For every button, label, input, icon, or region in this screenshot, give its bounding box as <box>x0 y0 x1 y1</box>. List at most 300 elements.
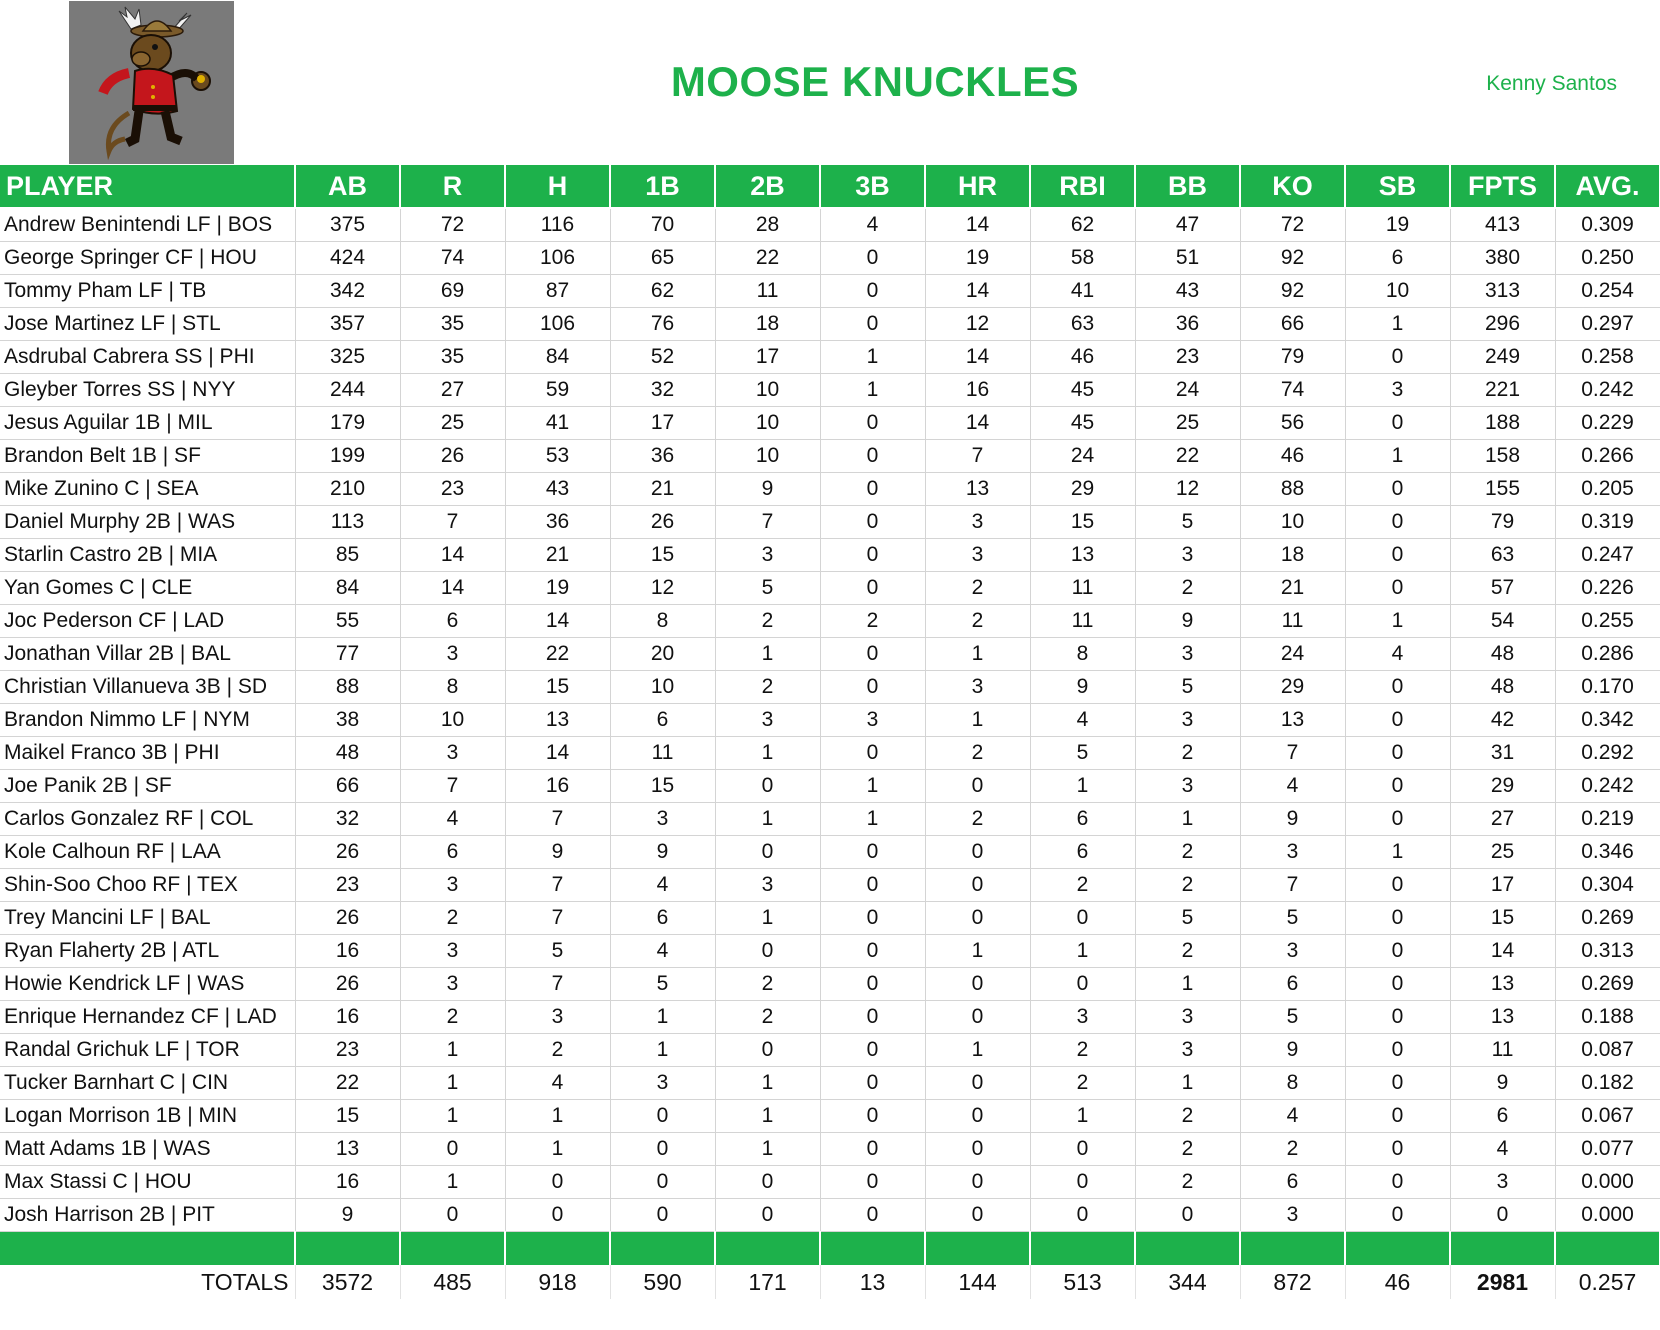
stat-cell: 55 <box>295 604 400 637</box>
stat-cell: 1 <box>505 1132 610 1165</box>
total-cell: 918 <box>505 1265 610 1299</box>
stat-cell: 1 <box>1345 835 1450 868</box>
stat-cell: 7 <box>400 505 505 538</box>
stat-cell: 2 <box>1135 571 1240 604</box>
stat-cell: 9 <box>1450 1066 1555 1099</box>
stat-cell: 0 <box>715 835 820 868</box>
stat-cell: 313 <box>1450 274 1555 307</box>
stat-cell: 1 <box>925 637 1030 670</box>
stat-cell: 3 <box>925 505 1030 538</box>
totals-row <box>0 1265 1660 1299</box>
stat-cell: 1 <box>925 703 1030 736</box>
column-header: KO <box>1240 165 1345 208</box>
stat-cell: 0 <box>715 934 820 967</box>
stat-cell: 0.247 <box>1555 538 1660 571</box>
stat-cell: 0 <box>1345 505 1450 538</box>
stat-cell: 0 <box>1345 868 1450 901</box>
stat-cell: 1 <box>505 1099 610 1132</box>
stat-cell: 1 <box>1345 439 1450 472</box>
table-row <box>0 241 1660 274</box>
stat-cell: 0 <box>820 505 925 538</box>
stat-cell: 0 <box>1345 406 1450 439</box>
stat-cell: 1 <box>715 1099 820 1132</box>
stat-cell: 66 <box>1240 307 1345 340</box>
stat-cell: 0 <box>1450 1198 1555 1231</box>
stat-cell: 10 <box>1345 274 1450 307</box>
stat-cell: 84 <box>505 340 610 373</box>
player-name-cell: Asdrubal Cabrera SS | PHI <box>0 340 295 373</box>
stat-cell: 74 <box>400 241 505 274</box>
owner-name: Kenny Santos <box>1486 72 1617 95</box>
stat-cell: 9 <box>715 472 820 505</box>
stat-cell: 3 <box>1135 703 1240 736</box>
stat-cell: 48 <box>295 736 400 769</box>
stat-cell: 357 <box>295 307 400 340</box>
stat-cell: 0.266 <box>1555 439 1660 472</box>
stat-cell: 0 <box>925 967 1030 1000</box>
table-row <box>0 1132 1660 1165</box>
stat-cell: 0 <box>820 571 925 604</box>
stat-cell: 46 <box>1240 439 1345 472</box>
stat-cell: 0 <box>1345 571 1450 604</box>
stat-cell: 29 <box>1030 472 1135 505</box>
player-name-cell: Randal Grichuk LF | TOR <box>0 1033 295 1066</box>
stat-cell: 1 <box>1135 802 1240 835</box>
stat-cell: 11 <box>1240 604 1345 637</box>
stat-cell: 4 <box>1030 703 1135 736</box>
stat-cell: 48 <box>1450 670 1555 703</box>
stat-cell: 0 <box>820 274 925 307</box>
stat-cell: 244 <box>295 373 400 406</box>
stat-cell: 23 <box>295 868 400 901</box>
stat-cell: 0.258 <box>1555 340 1660 373</box>
player-name-cell: Brandon Belt 1B | SF <box>0 439 295 472</box>
stat-cell: 199 <box>295 439 400 472</box>
stat-cell: 42 <box>1450 703 1555 736</box>
stat-cell: 0 <box>820 307 925 340</box>
stat-cell: 4 <box>1240 1099 1345 1132</box>
stat-cell: 4 <box>610 934 715 967</box>
stat-cell: 10 <box>1240 505 1345 538</box>
player-name-cell: Gleyber Torres SS | NYY <box>0 373 295 406</box>
stat-cell: 0 <box>925 769 1030 802</box>
stat-cell: 0 <box>820 241 925 274</box>
player-name-cell: Christian Villanueva 3B | SD <box>0 670 295 703</box>
stat-cell: 0.254 <box>1555 274 1660 307</box>
stat-cell: 2 <box>820 604 925 637</box>
stat-cell: 1 <box>925 1033 1030 1066</box>
stat-cell: 32 <box>295 802 400 835</box>
stat-cell: 43 <box>505 472 610 505</box>
stat-cell: 2 <box>1135 934 1240 967</box>
stat-cell: 2 <box>715 670 820 703</box>
player-name-cell: George Springer CF | HOU <box>0 241 295 274</box>
divider-cell <box>715 1231 820 1265</box>
stat-cell: 0 <box>1030 967 1135 1000</box>
stat-cell: 1 <box>820 373 925 406</box>
table-row <box>0 1066 1660 1099</box>
stat-cell: 0 <box>820 1198 925 1231</box>
stat-cell: 2 <box>1135 1132 1240 1165</box>
table-row <box>0 769 1660 802</box>
stat-cell: 3 <box>400 736 505 769</box>
stat-cell: 66 <box>295 769 400 802</box>
stat-cell: 0 <box>610 1099 715 1132</box>
stat-cell: 113 <box>295 505 400 538</box>
stat-cell: 7 <box>505 868 610 901</box>
stat-cell: 14 <box>925 208 1030 241</box>
stat-cell: 11 <box>715 274 820 307</box>
total-cell: 344 <box>1135 1265 1240 1299</box>
stat-cell: 6 <box>1345 241 1450 274</box>
table-row <box>0 637 1660 670</box>
stat-cell: 24 <box>1135 373 1240 406</box>
stat-cell: 0.297 <box>1555 307 1660 340</box>
stat-cell: 85 <box>295 538 400 571</box>
table-row <box>0 274 1660 307</box>
stat-cell: 1 <box>1345 307 1450 340</box>
stat-cell: 6 <box>610 703 715 736</box>
stat-cell: 3 <box>715 703 820 736</box>
stat-cell: 106 <box>505 241 610 274</box>
player-name-cell: Andrew Benintendi LF | BOS <box>0 208 295 241</box>
player-name-cell: Daniel Murphy 2B | WAS <box>0 505 295 538</box>
stat-cell: 72 <box>400 208 505 241</box>
stat-cell: 3 <box>820 703 925 736</box>
stat-cell: 1 <box>400 1033 505 1066</box>
stat-cell: 221 <box>1450 373 1555 406</box>
stat-cell: 2 <box>1240 1132 1345 1165</box>
stat-cell: 2 <box>925 736 1030 769</box>
stat-cell: 29 <box>1240 670 1345 703</box>
stat-cell: 5 <box>505 934 610 967</box>
stat-cell: 0.346 <box>1555 835 1660 868</box>
stat-cell: 15 <box>1030 505 1135 538</box>
stat-cell: 0.313 <box>1555 934 1660 967</box>
stat-cell: 5 <box>1240 1000 1345 1033</box>
table-row <box>0 373 1660 406</box>
stat-cell: 1 <box>400 1165 505 1198</box>
stat-cell: 28 <box>715 208 820 241</box>
stat-cell: 0 <box>925 835 1030 868</box>
stat-cell: 87 <box>505 274 610 307</box>
table-row <box>0 967 1660 1000</box>
stat-cell: 3 <box>1135 538 1240 571</box>
stat-cell: 7 <box>1240 868 1345 901</box>
player-name-cell: Trey Mancini LF | BAL <box>0 901 295 934</box>
stat-cell: 15 <box>295 1099 400 1132</box>
stat-cell: 106 <box>505 307 610 340</box>
stat-cell: 3 <box>1450 1165 1555 1198</box>
stat-cell: 41 <box>505 406 610 439</box>
stat-cell: 0 <box>505 1198 610 1231</box>
column-header: 3B <box>820 165 925 208</box>
stat-cell: 5 <box>1030 736 1135 769</box>
table-row <box>0 868 1660 901</box>
player-name-cell: Shin-Soo Choo RF | TEX <box>0 868 295 901</box>
stat-cell: 0 <box>715 769 820 802</box>
stat-cell: 7 <box>925 439 1030 472</box>
totals-divider-row <box>0 1231 1660 1265</box>
stat-cell: 4 <box>505 1066 610 1099</box>
stat-cell: 0.304 <box>1555 868 1660 901</box>
stat-cell: 38 <box>295 703 400 736</box>
stat-cell: 16 <box>295 1165 400 1198</box>
stat-cell: 22 <box>1135 439 1240 472</box>
stat-cell: 158 <box>1450 439 1555 472</box>
stat-cell: 0 <box>820 901 925 934</box>
totals-label: TOTALS <box>0 1265 295 1299</box>
stat-cell: 0 <box>1345 670 1450 703</box>
stat-cell: 10 <box>715 373 820 406</box>
stat-cell: 0 <box>1345 934 1450 967</box>
stat-cell: 15 <box>1450 901 1555 934</box>
stat-cell: 0 <box>925 1099 1030 1132</box>
stat-cell: 25 <box>1135 406 1240 439</box>
player-name-cell: Howie Kendrick LF | WAS <box>0 967 295 1000</box>
stat-cell: 3 <box>1135 1033 1240 1066</box>
stat-cell: 0 <box>820 967 925 1000</box>
stat-cell: 3 <box>505 1000 610 1033</box>
stat-cell: 48 <box>1450 637 1555 670</box>
stat-cell: 21 <box>610 472 715 505</box>
table-row <box>0 670 1660 703</box>
stat-cell: 5 <box>1135 901 1240 934</box>
stat-cell: 0.319 <box>1555 505 1660 538</box>
stat-cell: 2 <box>1135 835 1240 868</box>
stat-cell: 6 <box>1240 1165 1345 1198</box>
stat-cell: 52 <box>610 340 715 373</box>
stat-cell: 2 <box>925 571 1030 604</box>
divider-cell <box>1135 1231 1240 1265</box>
stat-cell: 1 <box>715 802 820 835</box>
stat-cell: 88 <box>295 670 400 703</box>
stat-cell: 0 <box>925 901 1030 934</box>
stat-cell: 3 <box>610 1066 715 1099</box>
stat-cell: 23 <box>1135 340 1240 373</box>
stat-cell: 22 <box>715 241 820 274</box>
player-name-cell: Tommy Pham LF | TB <box>0 274 295 307</box>
stat-cell: 11 <box>1030 571 1135 604</box>
stat-cell: 12 <box>610 571 715 604</box>
stat-cell: 1 <box>925 934 1030 967</box>
stat-cell: 45 <box>1030 406 1135 439</box>
stat-cell: 2 <box>1030 1066 1135 1099</box>
stat-cell: 11 <box>1450 1033 1555 1066</box>
stat-cell: 0 <box>1345 1132 1450 1165</box>
stat-cell: 5 <box>1135 505 1240 538</box>
stat-cell: 5 <box>1240 901 1345 934</box>
player-name-cell: Joc Pederson CF | LAD <box>0 604 295 637</box>
stat-cell: 155 <box>1450 472 1555 505</box>
column-header: BB <box>1135 165 1240 208</box>
stat-cell: 0.286 <box>1555 637 1660 670</box>
total-cell: 13 <box>820 1265 925 1299</box>
stat-cell: 325 <box>295 340 400 373</box>
divider-cell <box>505 1231 610 1265</box>
team-title: MOOSE KNUCKLES <box>670 58 1080 105</box>
player-name-cell: Tucker Barnhart C | CIN <box>0 1066 295 1099</box>
stat-cell: 15 <box>610 538 715 571</box>
stat-cell: 5 <box>610 967 715 1000</box>
player-name-cell: Logan Morrison 1B | MIN <box>0 1099 295 1132</box>
player-name-cell: Max Stassi C | HOU <box>0 1165 295 1198</box>
stat-cell: 26 <box>295 901 400 934</box>
stat-cell: 23 <box>295 1033 400 1066</box>
divider-cell <box>1450 1231 1555 1265</box>
fpts-total-cell: 2981 <box>1450 1265 1555 1299</box>
stat-cell: 4 <box>1450 1132 1555 1165</box>
stat-cell: 0.077 <box>1555 1132 1660 1165</box>
table-row <box>0 901 1660 934</box>
stat-cell: 9 <box>295 1198 400 1231</box>
stat-cell: 29 <box>1450 769 1555 802</box>
stat-cell: 3 <box>925 538 1030 571</box>
stat-cell: 0 <box>1030 1198 1135 1231</box>
stat-cell: 0 <box>820 472 925 505</box>
stat-cell: 10 <box>715 439 820 472</box>
stat-cell: 0 <box>1345 901 1450 934</box>
stat-cell: 413 <box>1450 208 1555 241</box>
stat-cell: 19 <box>925 241 1030 274</box>
stat-cell: 0 <box>820 1033 925 1066</box>
stat-cell: 0 <box>1345 340 1450 373</box>
divider-cell <box>610 1231 715 1265</box>
stat-cell: 12 <box>925 307 1030 340</box>
stat-cell: 1 <box>1030 934 1135 967</box>
player-name-cell: Ryan Flaherty 2B | ATL <box>0 934 295 967</box>
stat-cell: 375 <box>295 208 400 241</box>
stat-cell: 2 <box>400 901 505 934</box>
stat-cell: 0 <box>1345 1099 1450 1132</box>
stat-cell: 0.250 <box>1555 241 1660 274</box>
stat-cell: 15 <box>610 769 715 802</box>
stat-cell: 2 <box>715 604 820 637</box>
stat-cell: 0 <box>820 1066 925 1099</box>
divider-cell <box>1345 1231 1450 1265</box>
stat-cell: 3 <box>1345 373 1450 406</box>
stat-cell: 3 <box>1240 934 1345 967</box>
column-header: 2B <box>715 165 820 208</box>
total-cell: 513 <box>1030 1265 1135 1299</box>
stat-cell: 16 <box>925 373 1030 406</box>
stat-cell: 54 <box>1450 604 1555 637</box>
stat-cell: 188 <box>1450 406 1555 439</box>
stat-cell: 3 <box>1135 769 1240 802</box>
stat-cell: 0 <box>715 1165 820 1198</box>
stat-cell: 0 <box>1345 802 1450 835</box>
stat-cell: 0 <box>820 1099 925 1132</box>
stat-cell: 0 <box>820 934 925 967</box>
player-name-cell: Maikel Franco 3B | PHI <box>0 736 295 769</box>
column-header: FPTS <box>1450 165 1555 208</box>
stat-cell: 1 <box>820 769 925 802</box>
stat-cell: 11 <box>610 736 715 769</box>
stat-cell: 0 <box>1135 1198 1240 1231</box>
stat-cell: 0.309 <box>1555 208 1660 241</box>
player-name-cell: Kole Calhoun RF | LAA <box>0 835 295 868</box>
stat-cell: 210 <box>295 472 400 505</box>
stat-cell: 26 <box>610 505 715 538</box>
table-row <box>0 571 1660 604</box>
column-header: AB <box>295 165 400 208</box>
stat-cell: 62 <box>610 274 715 307</box>
column-header: AVG. <box>1555 165 1660 208</box>
stat-cell: 0 <box>400 1198 505 1231</box>
stat-cell: 0 <box>820 439 925 472</box>
divider-cell <box>1030 1231 1135 1265</box>
stat-cell: 13 <box>1450 967 1555 1000</box>
stat-cell: 26 <box>400 439 505 472</box>
stat-cell: 18 <box>715 307 820 340</box>
divider-cell <box>400 1231 505 1265</box>
stat-cell: 19 <box>505 571 610 604</box>
stat-cell: 2 <box>925 604 1030 637</box>
stat-cell: 2 <box>925 802 1030 835</box>
stat-cell: 0.000 <box>1555 1165 1660 1198</box>
column-header: R <box>400 165 505 208</box>
stat-cell: 1 <box>715 1132 820 1165</box>
stat-cell: 0 <box>505 1165 610 1198</box>
stat-cell: 0 <box>715 1033 820 1066</box>
stat-cell: 58 <box>1030 241 1135 274</box>
stat-cell: 0 <box>610 1132 715 1165</box>
stat-cell: 10 <box>400 703 505 736</box>
stat-cell: 53 <box>505 439 610 472</box>
player-name-cell: Mike Zunino C | SEA <box>0 472 295 505</box>
stat-cell: 2 <box>1135 736 1240 769</box>
stat-cell: 6 <box>610 901 715 934</box>
stat-cell: 14 <box>505 604 610 637</box>
stat-cell: 1 <box>1135 1066 1240 1099</box>
stat-cell: 9 <box>610 835 715 868</box>
stat-cell: 3 <box>1030 1000 1135 1033</box>
stat-cell: 0.219 <box>1555 802 1660 835</box>
stat-cell: 380 <box>1450 241 1555 274</box>
stat-cell: 77 <box>295 637 400 670</box>
divider-cell <box>1555 1231 1660 1265</box>
stat-cell: 22 <box>295 1066 400 1099</box>
stat-cell: 0 <box>925 1198 1030 1231</box>
stat-cell: 14 <box>1450 934 1555 967</box>
stat-cell: 6 <box>400 604 505 637</box>
stat-cell: 424 <box>295 241 400 274</box>
total-cell: 171 <box>715 1265 820 1299</box>
stat-cell: 84 <box>295 571 400 604</box>
stat-cell: 0.242 <box>1555 373 1660 406</box>
stat-cell: 9 <box>505 835 610 868</box>
stat-cell: 3 <box>1135 637 1240 670</box>
stat-cell: 23 <box>400 472 505 505</box>
stat-cell: 342 <box>295 274 400 307</box>
stat-cell: 0 <box>610 1198 715 1231</box>
table-row <box>0 736 1660 769</box>
stat-cell: 3 <box>925 670 1030 703</box>
stat-cell: 0 <box>1345 736 1450 769</box>
stat-cell: 0.182 <box>1555 1066 1660 1099</box>
column-header: RBI <box>1030 165 1135 208</box>
stat-cell: 3 <box>400 868 505 901</box>
stat-cell: 7 <box>715 505 820 538</box>
stat-cell: 6 <box>1030 835 1135 868</box>
stat-cell: 0 <box>1345 1198 1450 1231</box>
stat-cell: 3 <box>1240 835 1345 868</box>
table-row <box>0 208 1660 241</box>
stat-cell: 14 <box>400 571 505 604</box>
stat-cell: 51 <box>1135 241 1240 274</box>
stat-cell: 92 <box>1240 241 1345 274</box>
stat-cell: 0.205 <box>1555 472 1660 505</box>
